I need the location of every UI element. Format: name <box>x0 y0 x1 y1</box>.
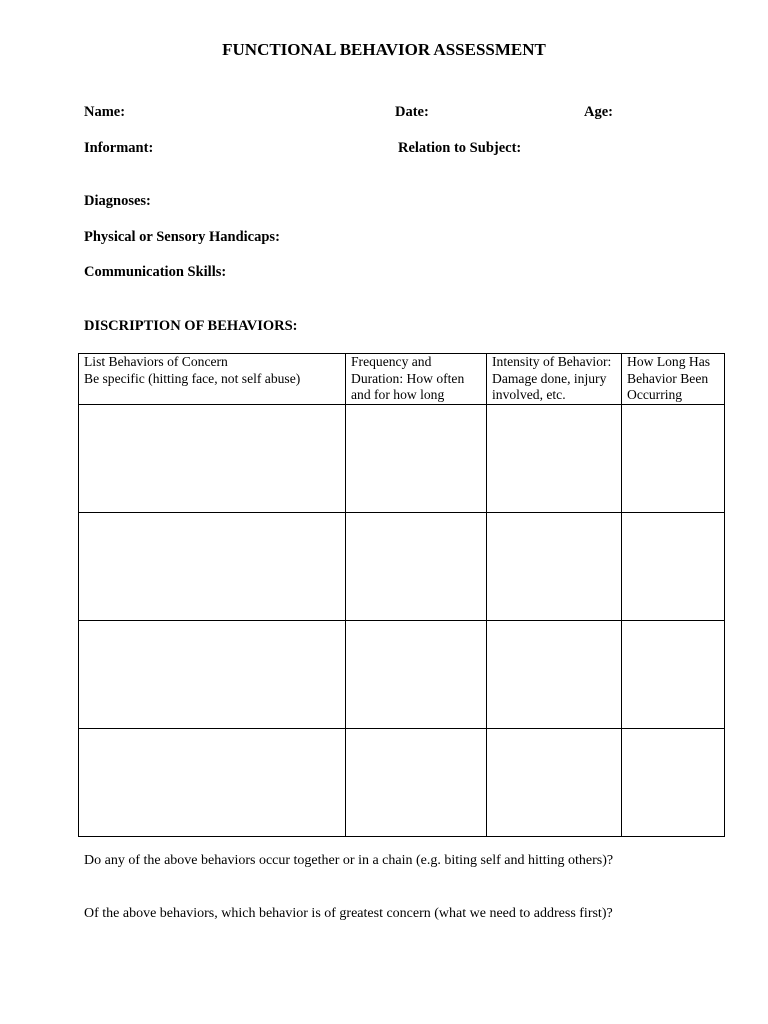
communication-skills-label: Communication Skills: <box>84 264 227 280</box>
date-label: Date: <box>395 104 429 120</box>
table-cell[interactable] <box>622 404 725 512</box>
header-line: Occurring <box>627 387 683 402</box>
header-how-long <box>622 354 725 405</box>
question-behavior-chain: Do any of the above behaviors occur together or in a chain (e.g. biting self and hitting others)? <box>84 853 614 868</box>
table-cell[interactable] <box>79 512 346 620</box>
table-cell[interactable] <box>79 728 346 836</box>
table-row <box>79 404 725 512</box>
header-line: How Long Has <box>627 354 711 369</box>
question-greatest-concern: Of the above behaviors, which behavior is of greatest concern (what we need to address first)? <box>84 906 613 921</box>
table-cell[interactable] <box>622 728 725 836</box>
table-cell[interactable] <box>487 512 622 620</box>
table-row <box>79 512 725 620</box>
table-cell[interactable] <box>622 512 725 620</box>
header-frequency-duration <box>346 354 487 405</box>
behaviors-heading: DISCRIPTION OF BEHAVIORS: <box>84 318 298 334</box>
header-line: and for how long <box>351 387 445 402</box>
behaviors-table <box>78 353 725 837</box>
table-cell[interactable] <box>346 512 487 620</box>
relation-to-subject-label: Relation to Subject: <box>398 140 522 156</box>
header-line: Be specific (hitting face, not self abuse) <box>84 370 301 386</box>
table-cell[interactable] <box>346 728 487 836</box>
header-line: List Behaviors of Concern <box>84 354 228 369</box>
table-cell[interactable] <box>79 404 346 512</box>
header-line: involved, etc. <box>492 387 566 402</box>
handicaps-label: Physical or Sensory Handicaps: <box>84 229 280 245</box>
table-row <box>79 728 725 836</box>
table-cell[interactable] <box>79 620 346 728</box>
age-label: Age: <box>584 104 613 120</box>
table-cell[interactable] <box>346 404 487 512</box>
informant-label: Informant: <box>84 140 154 156</box>
header-behaviors-of-concern <box>79 354 346 405</box>
table-cell[interactable] <box>487 620 622 728</box>
diagnoses-label: Diagnoses: <box>84 193 151 209</box>
table-header-row <box>79 354 725 405</box>
table-cell[interactable] <box>487 728 622 836</box>
name-label: Name: <box>84 104 126 120</box>
table-cell[interactable] <box>346 620 487 728</box>
table-cell[interactable] <box>487 404 622 512</box>
header-line: Frequency and <box>351 354 432 369</box>
header-line: Damage done, injury <box>492 370 607 386</box>
header-intensity <box>487 354 622 405</box>
table-cell[interactable] <box>622 620 725 728</box>
header-line: Intensity of Behavior: <box>492 354 612 369</box>
header-line: Duration: How often <box>351 370 465 386</box>
page-title: FUNCTIONAL BEHAVIOR ASSESSMENT <box>222 40 546 59</box>
header-line: Behavior Been <box>627 370 709 386</box>
table-row <box>79 620 725 728</box>
